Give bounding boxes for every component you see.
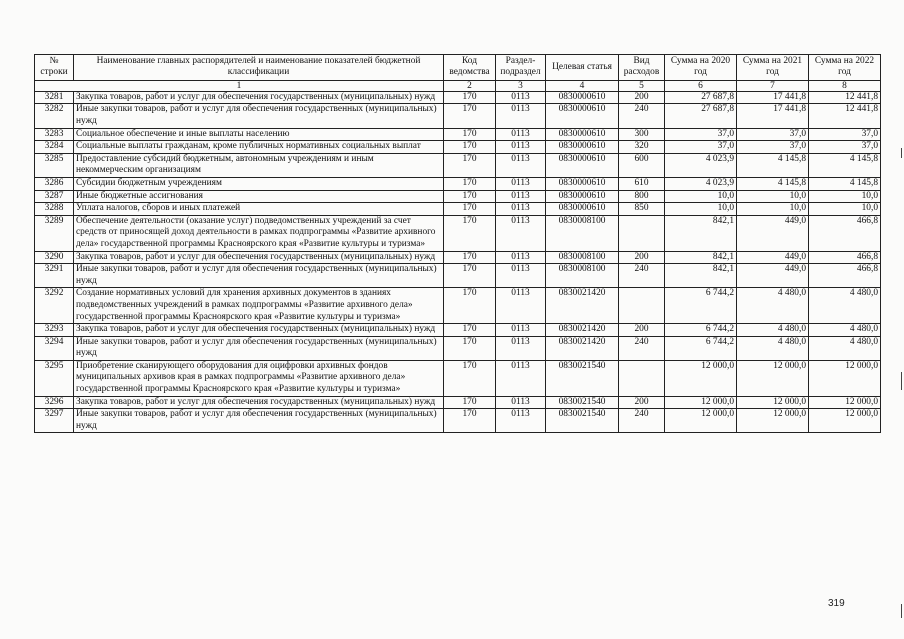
row-dept-code: 170 bbox=[444, 128, 496, 141]
column-number: 6 bbox=[665, 80, 737, 91]
row-dept-code: 170 bbox=[444, 203, 496, 216]
row-section: 0113 bbox=[496, 264, 546, 288]
row-number: 3291 bbox=[35, 264, 74, 288]
row-section: 0113 bbox=[496, 251, 546, 264]
row-section: 0113 bbox=[496, 128, 546, 141]
row-sum-2021: 37,0 bbox=[737, 141, 809, 154]
column-number: 3 bbox=[496, 80, 546, 91]
row-sum-2022: 10,0 bbox=[809, 203, 881, 216]
column-number: 7 bbox=[737, 80, 809, 91]
row-expense-type: 240 bbox=[619, 104, 665, 128]
row-expense-type bbox=[619, 215, 665, 251]
column-number-row bbox=[35, 80, 881, 91]
row-target-article: 0830021420 bbox=[546, 324, 619, 337]
row-dept-code: 170 bbox=[444, 104, 496, 128]
row-sum-2022: 12 441,8 bbox=[809, 104, 881, 128]
row-sum-2021: 449,0 bbox=[737, 251, 809, 264]
row-name: Иные закупки товаров, работ и услуг для обеспечения государственных (муниципальных) нужд bbox=[74, 264, 444, 288]
scan-edge-mark bbox=[901, 604, 902, 618]
row-sum-2020: 6 744,2 bbox=[665, 324, 737, 337]
row-target-article: 0830021420 bbox=[546, 288, 619, 324]
row-name: Предоставление субсидий бюджетным, автономным учреждениям и иным некоммерческим организациям bbox=[74, 153, 444, 177]
column-number: 8 bbox=[809, 80, 881, 91]
row-name: Иные закупки товаров, работ и услуг для обеспечения государственных (муниципальных) нужд bbox=[74, 104, 444, 128]
row-expense-type: 800 bbox=[619, 190, 665, 203]
row-sum-2021: 449,0 bbox=[737, 215, 809, 251]
table-row bbox=[35, 360, 881, 396]
row-sum-2022: 37,0 bbox=[809, 141, 881, 154]
row-number: 3293 bbox=[35, 324, 74, 337]
row-sum-2022: 12 441,8 bbox=[809, 91, 881, 104]
row-target-article: 0830000610 bbox=[546, 190, 619, 203]
scan-edge-mark bbox=[901, 372, 902, 390]
row-expense-type: 240 bbox=[619, 336, 665, 360]
row-dept-code: 170 bbox=[444, 215, 496, 251]
table-row bbox=[35, 128, 881, 141]
row-number: 3284 bbox=[35, 141, 74, 154]
row-number: 3289 bbox=[35, 215, 74, 251]
header-row-no: № строки bbox=[35, 55, 74, 81]
table-row bbox=[35, 396, 881, 409]
row-target-article: 0830021540 bbox=[546, 396, 619, 409]
table-row bbox=[35, 141, 881, 154]
table-header bbox=[35, 55, 881, 92]
row-expense-type: 240 bbox=[619, 264, 665, 288]
row-sum-2020: 10,0 bbox=[665, 203, 737, 216]
row-sum-2021: 37,0 bbox=[737, 128, 809, 141]
row-dept-code: 170 bbox=[444, 409, 496, 433]
row-sum-2021: 10,0 bbox=[737, 190, 809, 203]
header-row bbox=[35, 55, 881, 81]
row-number: 3296 bbox=[35, 396, 74, 409]
header-sum-2020: Сумма на 2020 год bbox=[665, 55, 737, 81]
row-sum-2022: 4 480,0 bbox=[809, 324, 881, 337]
row-dept-code: 170 bbox=[444, 177, 496, 190]
row-dept-code: 170 bbox=[444, 264, 496, 288]
row-name: Обеспечение деятельности (оказание услуг) подведомственных учреждений за счет средств от приносящей доход деятельности в рамках подпрограммы «Развитие архивного дела» государственной программы Красноярского края «Развитие культуры и туризма» bbox=[74, 215, 444, 251]
header-sum-2021: Сумма на 2021 год bbox=[737, 55, 809, 81]
row-expense-type: 600 bbox=[619, 153, 665, 177]
row-sum-2022: 10,0 bbox=[809, 190, 881, 203]
row-target-article: 0830000610 bbox=[546, 104, 619, 128]
row-expense-type bbox=[619, 360, 665, 396]
row-sum-2020: 6 744,2 bbox=[665, 288, 737, 324]
row-sum-2022: 12 000,0 bbox=[809, 396, 881, 409]
row-name: Субсидии бюджетным учреждениям bbox=[74, 177, 444, 190]
row-number: 3286 bbox=[35, 177, 74, 190]
row-expense-type: 200 bbox=[619, 91, 665, 104]
row-sum-2020: 12 000,0 bbox=[665, 360, 737, 396]
row-target-article: 0830000610 bbox=[546, 153, 619, 177]
row-target-article: 0830000610 bbox=[546, 128, 619, 141]
header-name: Наименование главных распорядителей и наименование показателей бюджетной классификации bbox=[74, 55, 444, 81]
table-row bbox=[35, 324, 881, 337]
table-row bbox=[35, 91, 881, 104]
row-expense-type: 320 bbox=[619, 141, 665, 154]
row-number: 3297 bbox=[35, 409, 74, 433]
table-body bbox=[35, 91, 881, 433]
row-section: 0113 bbox=[496, 360, 546, 396]
row-sum-2020: 842,1 bbox=[665, 215, 737, 251]
row-dept-code: 170 bbox=[444, 288, 496, 324]
row-expense-type: 300 bbox=[619, 128, 665, 141]
row-sum-2021: 12 000,0 bbox=[737, 396, 809, 409]
header-sum-2022: Сумма на 2022 год bbox=[809, 55, 881, 81]
row-name: Социальные выплаты гражданам, кроме публичных нормативных социальных выплат bbox=[74, 141, 444, 154]
row-number: 3295 bbox=[35, 360, 74, 396]
row-name: Иные бюджетные ассигнования bbox=[74, 190, 444, 203]
row-name: Закупка товаров, работ и услуг для обеспечения государственных (муниципальных) нужд bbox=[74, 324, 444, 337]
row-dept-code: 170 bbox=[444, 91, 496, 104]
row-name: Приобретение сканирующего оборудования для оцифровки архивных фондов муниципальных архивов края в рамках подпрограммы «Развитие архивного дела» государственной программы Красноярского края «Развитие культуры и туризма» bbox=[74, 360, 444, 396]
row-section: 0113 bbox=[496, 396, 546, 409]
table-row bbox=[35, 203, 881, 216]
row-sum-2021: 4 145,8 bbox=[737, 177, 809, 190]
page-number: 319 bbox=[828, 598, 845, 609]
row-sum-2021: 12 000,0 bbox=[737, 360, 809, 396]
row-section: 0113 bbox=[496, 215, 546, 251]
row-sum-2020: 37,0 bbox=[665, 128, 737, 141]
row-expense-type: 610 bbox=[619, 177, 665, 190]
row-section: 0113 bbox=[496, 104, 546, 128]
row-dept-code: 170 bbox=[444, 153, 496, 177]
row-sum-2022: 12 000,0 bbox=[809, 360, 881, 396]
row-section: 0113 bbox=[496, 409, 546, 433]
scan-edge-mark bbox=[901, 148, 902, 158]
table-row bbox=[35, 153, 881, 177]
table-row bbox=[35, 190, 881, 203]
row-sum-2021: 12 000,0 bbox=[737, 409, 809, 433]
table-row bbox=[35, 288, 881, 324]
row-sum-2020: 27 687,8 bbox=[665, 91, 737, 104]
row-sum-2020: 4 023,9 bbox=[665, 177, 737, 190]
row-target-article: 0830000610 bbox=[546, 177, 619, 190]
header-dept-code: Код ведомства bbox=[444, 55, 496, 81]
row-target-article: 0830008100 bbox=[546, 264, 619, 288]
row-section: 0113 bbox=[496, 190, 546, 203]
header-expense-type: Вид расходов bbox=[619, 55, 665, 81]
row-target-article: 0830021540 bbox=[546, 409, 619, 433]
row-section: 0113 bbox=[496, 153, 546, 177]
row-expense-type: 200 bbox=[619, 396, 665, 409]
row-sum-2022: 37,0 bbox=[809, 128, 881, 141]
row-number: 3287 bbox=[35, 190, 74, 203]
row-dept-code: 170 bbox=[444, 336, 496, 360]
row-target-article: 0830008100 bbox=[546, 215, 619, 251]
header-target-article: Целевая статья bbox=[546, 55, 619, 81]
row-sum-2022: 4 480,0 bbox=[809, 288, 881, 324]
row-name: Иные закупки товаров, работ и услуг для обеспечения государственных (муниципальных) нужд bbox=[74, 336, 444, 360]
row-number: 3283 bbox=[35, 128, 74, 141]
row-section: 0113 bbox=[496, 336, 546, 360]
row-name: Закупка товаров, работ и услуг для обеспечения государственных (муниципальных) нужд bbox=[74, 91, 444, 104]
row-number: 3285 bbox=[35, 153, 74, 177]
column-number: 2 bbox=[444, 80, 496, 91]
row-section: 0113 bbox=[496, 288, 546, 324]
row-sum-2020: 27 687,8 bbox=[665, 104, 737, 128]
header-section: Раздел-подраздел bbox=[496, 55, 546, 81]
table-row bbox=[35, 104, 881, 128]
row-expense-type: 850 bbox=[619, 203, 665, 216]
row-number: 3294 bbox=[35, 336, 74, 360]
row-target-article: 0830021540 bbox=[546, 360, 619, 396]
row-sum-2020: 12 000,0 bbox=[665, 409, 737, 433]
row-expense-type: 240 bbox=[619, 409, 665, 433]
row-number: 3292 bbox=[35, 288, 74, 324]
row-sum-2020: 10,0 bbox=[665, 190, 737, 203]
row-name: Социальное обеспечение и иные выплаты населению bbox=[74, 128, 444, 141]
row-number: 3281 bbox=[35, 91, 74, 104]
column-number: 4 bbox=[546, 80, 619, 91]
row-dept-code: 170 bbox=[444, 251, 496, 264]
row-sum-2020: 842,1 bbox=[665, 264, 737, 288]
row-sum-2021: 4 480,0 bbox=[737, 336, 809, 360]
row-name: Создание нормативных условий для хранения архивных документов в зданиях подведомственных учреждений в рамках подпрограммы «Развитие архивного дела» государственной программы Красноярского края «Развитие культуры и туризма» bbox=[74, 288, 444, 324]
row-expense-type bbox=[619, 288, 665, 324]
row-sum-2020: 4 023,9 bbox=[665, 153, 737, 177]
row-sum-2020: 842,1 bbox=[665, 251, 737, 264]
row-section: 0113 bbox=[496, 203, 546, 216]
row-name: Иные закупки товаров, работ и услуг для обеспечения государственных (муниципальных) нужд bbox=[74, 409, 444, 433]
row-sum-2021: 449,0 bbox=[737, 264, 809, 288]
row-section: 0113 bbox=[496, 141, 546, 154]
row-name: Уплата налогов, сборов и иных платежей bbox=[74, 203, 444, 216]
row-expense-type: 200 bbox=[619, 251, 665, 264]
row-dept-code: 170 bbox=[444, 141, 496, 154]
row-expense-type: 200 bbox=[619, 324, 665, 337]
row-number: 3290 bbox=[35, 251, 74, 264]
row-section: 0113 bbox=[496, 324, 546, 337]
row-sum-2022: 466,8 bbox=[809, 215, 881, 251]
row-target-article: 0830000610 bbox=[546, 141, 619, 154]
row-sum-2022: 466,8 bbox=[809, 264, 881, 288]
row-target-article: 0830000610 bbox=[546, 203, 619, 216]
row-sum-2021: 10,0 bbox=[737, 203, 809, 216]
row-sum-2021: 4 480,0 bbox=[737, 288, 809, 324]
row-sum-2022: 466,8 bbox=[809, 251, 881, 264]
row-number: 3288 bbox=[35, 203, 74, 216]
row-dept-code: 170 bbox=[444, 190, 496, 203]
row-number: 3282 bbox=[35, 104, 74, 128]
column-number: 1 bbox=[35, 80, 444, 91]
row-name: Закупка товаров, работ и услуг для обеспечения государственных (муниципальных) нужд bbox=[74, 251, 444, 264]
table-row bbox=[35, 215, 881, 251]
column-number: 5 bbox=[619, 80, 665, 91]
row-sum-2022: 4 480,0 bbox=[809, 336, 881, 360]
row-name: Закупка товаров, работ и услуг для обеспечения государственных (муниципальных) нужд bbox=[74, 396, 444, 409]
row-section: 0113 bbox=[496, 91, 546, 104]
row-dept-code: 170 bbox=[444, 360, 496, 396]
table-row bbox=[35, 336, 881, 360]
table-row bbox=[35, 251, 881, 264]
row-target-article: 0830021420 bbox=[546, 336, 619, 360]
row-target-article: 0830008100 bbox=[546, 251, 619, 264]
row-sum-2022: 12 000,0 bbox=[809, 409, 881, 433]
row-sum-2021: 17 441,8 bbox=[737, 91, 809, 104]
row-sum-2022: 4 145,8 bbox=[809, 153, 881, 177]
row-sum-2021: 4 145,8 bbox=[737, 153, 809, 177]
table-row bbox=[35, 409, 881, 433]
row-sum-2021: 17 441,8 bbox=[737, 104, 809, 128]
row-sum-2020: 6 744,2 bbox=[665, 336, 737, 360]
row-dept-code: 170 bbox=[444, 324, 496, 337]
row-section: 0113 bbox=[496, 177, 546, 190]
row-dept-code: 170 bbox=[444, 396, 496, 409]
row-sum-2020: 12 000,0 bbox=[665, 396, 737, 409]
budget-table bbox=[34, 54, 881, 433]
row-sum-2020: 37,0 bbox=[665, 141, 737, 154]
row-sum-2022: 4 145,8 bbox=[809, 177, 881, 190]
row-target-article: 0830000610 bbox=[546, 91, 619, 104]
table-row bbox=[35, 264, 881, 288]
table-row bbox=[35, 177, 881, 190]
row-sum-2021: 4 480,0 bbox=[737, 324, 809, 337]
